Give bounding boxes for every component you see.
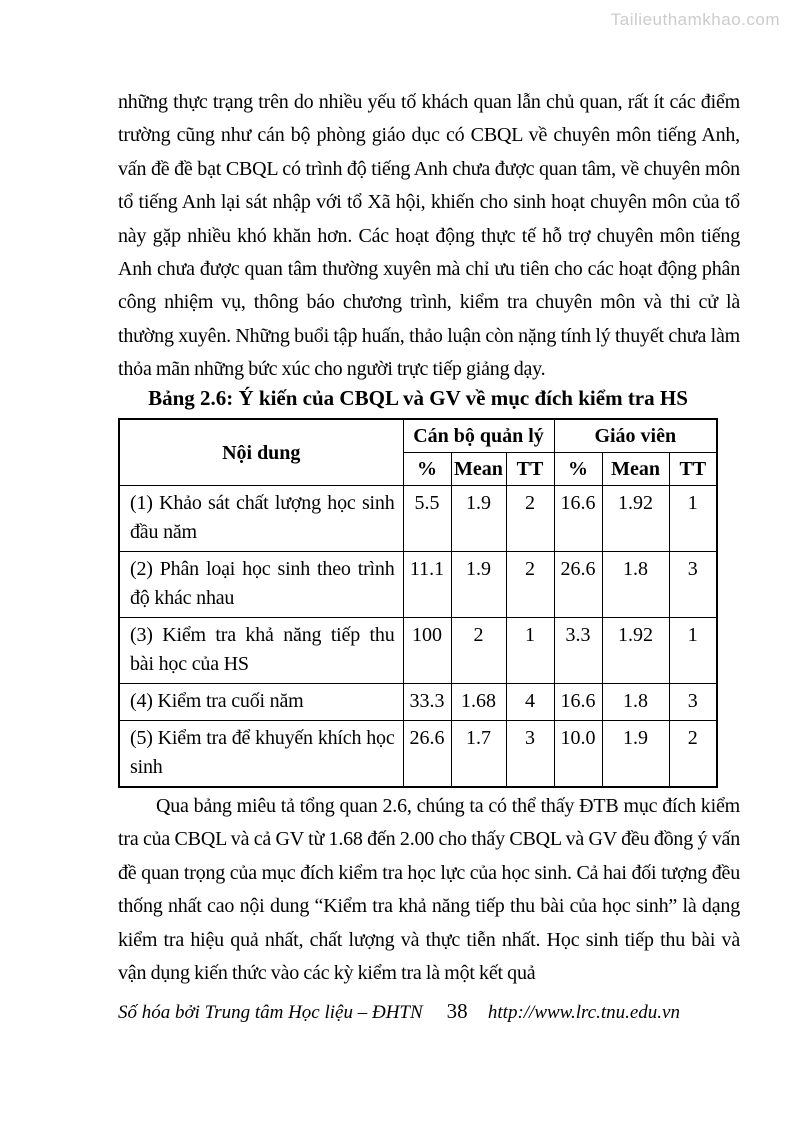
gv-percent: 16.6 (554, 486, 602, 552)
table-row (119, 486, 717, 552)
page-footer (118, 998, 718, 1026)
column-header-cbql-percent: % (403, 453, 451, 486)
cbql-tt: 3 (506, 721, 554, 788)
cbql-percent: 11.1 (403, 552, 451, 618)
column-header-gv-mean: Mean (602, 453, 669, 486)
row-content: (4) Kiểm tra cuối năm (119, 684, 403, 721)
row-content: (5) Kiểm tra để khuyến khích học sinh (119, 721, 403, 788)
table-row (119, 618, 717, 684)
gv-mean: 1.8 (602, 552, 669, 618)
cbql-percent: 100 (403, 618, 451, 684)
column-header-cbql-mean: Mean (451, 453, 506, 486)
column-group-cbql: Cán bộ quản lý (403, 419, 554, 453)
gv-percent: 26.6 (554, 552, 602, 618)
cbql-percent: 26.6 (403, 721, 451, 788)
footer-url: http://www.lrc.tnu.edu.vn (487, 1002, 680, 1023)
gv-mean: 1.92 (602, 618, 669, 684)
cbql-mean: 1.9 (451, 552, 506, 618)
gv-tt: 2 (669, 721, 717, 788)
gv-tt: 3 (669, 684, 717, 721)
gv-percent: 10.0 (554, 721, 602, 788)
gv-tt: 1 (669, 486, 717, 552)
header-row-groups (119, 419, 717, 453)
body-paragraph-1: những thực trạng trên do nhiều yếu tố khách quan lẫn chủ quan, rất ít các điểm trường cũng như cán bộ phòng giáo dục có CBQL về chuyên môn tiếng Anh, vấn đề đề bạt CBQL có trình độ tiếng Anh chưa được quan tâm, về chuyên môn tổ tiếng Anh lại sát nhập với tổ Xã hội, khiến cho sinh hoạt chuyên môn của tổ này gặp nhiều khó khăn hơn. Các hoạt động thực tế hỗ trợ chuyên môn tiếng Anh chưa được quan tâm thường xuyên mà chỉ ưu tiên cho các hoạt động phân công nhiệm vụ, thông báo chương trình, kiểm tra chuyên môn và thi cử là thường xuyên. Những buổi tập huấn, thảo luận còn nặng tính lý thuyết chưa làm thỏa mãn những bức xúc cho người trực tiếp giảng dạy. (118, 91, 740, 381)
gv-percent: 3.3 (554, 618, 602, 684)
table-row (119, 552, 717, 618)
page-number: 38 (446, 999, 468, 1023)
table-section (118, 386, 718, 788)
gv-mean: 1.9 (602, 721, 669, 788)
cbql-tt: 2 (506, 486, 554, 552)
cbql-mean: 1.9 (451, 486, 506, 552)
body-paragraph-2: Qua bảng miêu tả tổng quan 2.6, chúng ta có thể thấy ĐTB mục đích kiểm tra của CBQL và cả GV từ 1.68 đến 2.00 cho thấy CBQL và GV đều đồng ý vấn đề quan trọng của mục đích kiểm tra học lực của học sinh. Cả hai đối tượng đều thống nhất cao nội dung “Kiểm tra khả năng tiếp thu bài của học sinh” là dạng kiểm tra hiệu quả nhất, chất lượng và thực tiễn nhất. Học sinh tiếp thu bài và vận dụng kiến thức vào các kỳ kiểm tra là một kết quả (118, 795, 740, 985)
row-content: (3) Kiểm tra khả năng tiếp thu bài học của HS (119, 618, 403, 684)
survey-results-table (118, 418, 718, 788)
cbql-tt: 2 (506, 552, 554, 618)
row-content: (1) Khảo sát chất lượng học sinh đầu năm (119, 486, 403, 552)
column-header-cbql-tt: TT (506, 453, 554, 486)
gv-tt: 1 (669, 618, 717, 684)
column-header-gv-tt: TT (669, 453, 717, 486)
cbql-tt: 1 (506, 618, 554, 684)
cbql-percent: 5.5 (403, 486, 451, 552)
gv-mean: 1.92 (602, 486, 669, 552)
gv-mean: 1.8 (602, 684, 669, 721)
row-content: (2) Phân loại học sinh theo trình độ khác nhau (119, 552, 403, 618)
cbql-percent: 33.3 (403, 684, 451, 721)
column-header-gv-percent: % (554, 453, 602, 486)
table-row (119, 684, 717, 721)
site-watermark: Tailieuthamkhao.com (610, 10, 780, 29)
gv-tt: 3 (669, 552, 717, 618)
cbql-tt: 4 (506, 684, 554, 721)
column-group-gv: Giáo viên (554, 419, 717, 453)
cbql-mean: 1.68 (451, 684, 506, 721)
table-row (119, 721, 717, 788)
gv-percent: 16.6 (554, 684, 602, 721)
footer-digitized-by: Số hóa bởi Trung tâm Học liệu – ĐHTN (118, 1002, 423, 1023)
column-header-content: Nội dung (119, 419, 403, 486)
cbql-mean: 2 (451, 618, 506, 684)
cbql-mean: 1.7 (451, 721, 506, 788)
table-caption: Bảng 2.6: Ý kiến của CBQL và GV về mục đích kiểm tra HS (148, 386, 688, 410)
